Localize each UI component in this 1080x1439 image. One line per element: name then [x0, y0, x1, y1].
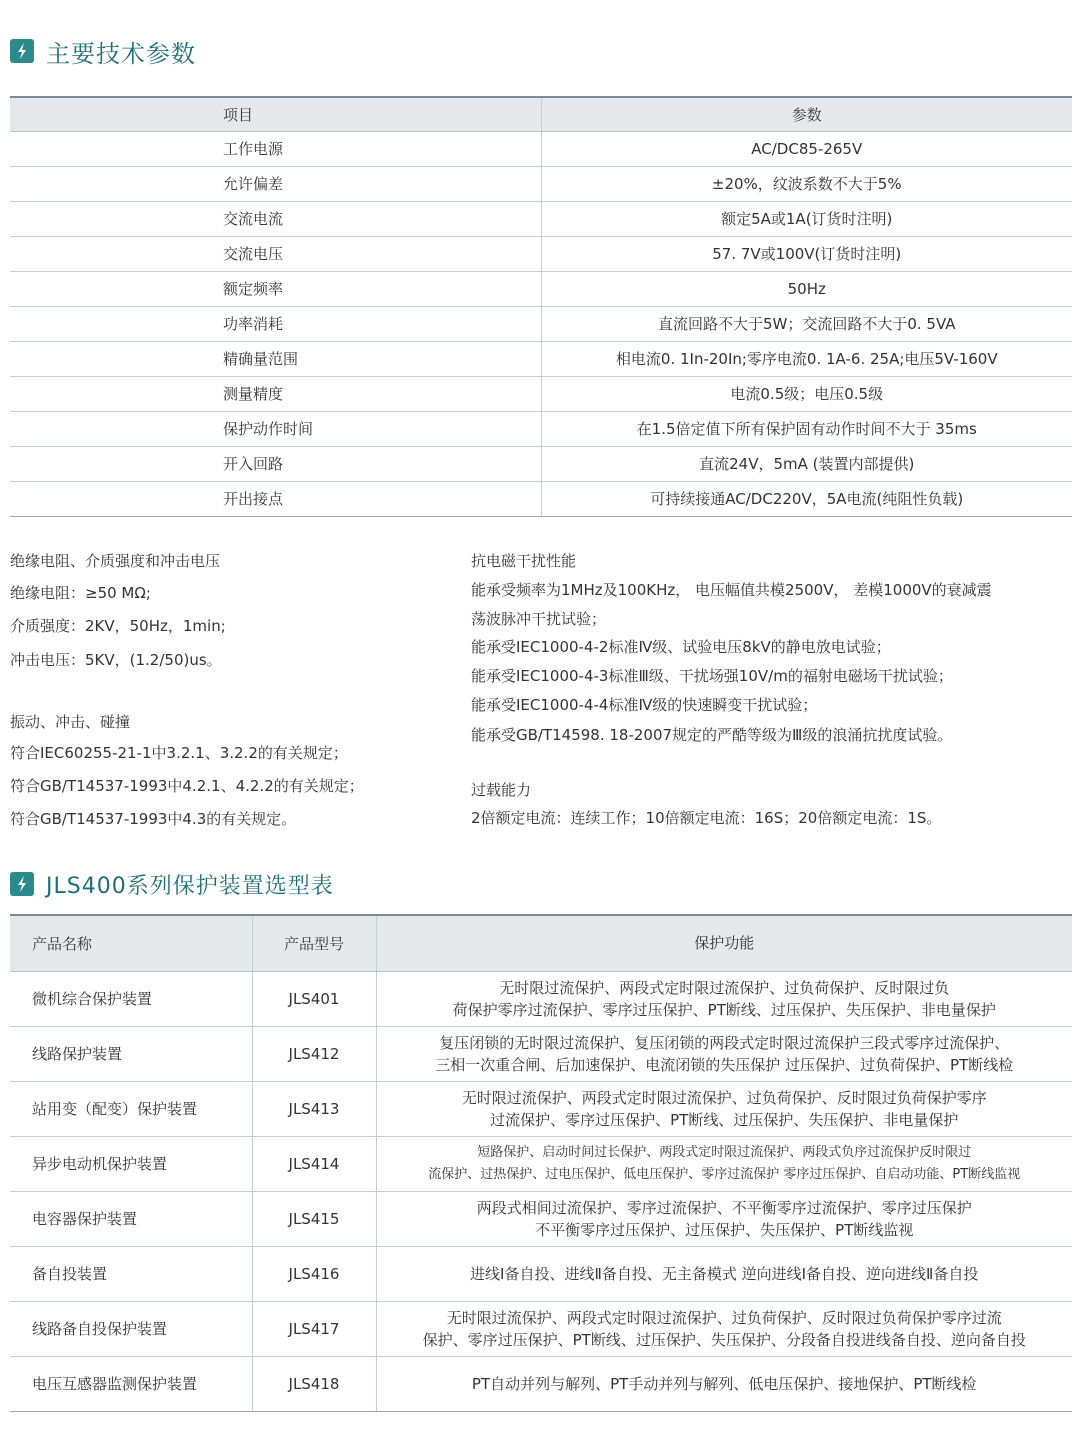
section-title-text: 主要技术参数	[46, 39, 196, 68]
model-row	[10, 971, 1072, 1026]
spec-item-value: 额定5A或1A(订货时注明)	[541, 201, 1072, 236]
model-header-function: 保护功能	[376, 915, 1072, 971]
function-line: 过流保护、零序过压保护、PT断线、过压保护、失压保护、非电量保护	[490, 1110, 959, 1129]
model-product-code: JLS418	[252, 1356, 376, 1411]
spec-item-label: 测量精度	[10, 376, 541, 411]
spec-item-label: 精确量范围	[10, 341, 541, 376]
right-text-column	[471, 550, 1071, 830]
spec-item-value: 在1.5倍定值下所有保护固有动作时间不大于 35ms	[541, 411, 1072, 446]
spec-row	[10, 166, 1072, 201]
section-title-specs	[10, 36, 196, 66]
text-heading-emc: 抗电磁干扰性能	[471, 552, 577, 570]
model-protection-functions	[376, 1136, 1072, 1191]
spec-table	[10, 96, 1072, 517]
spec-item-label: 额定频率	[10, 271, 541, 306]
model-product-code: JLS401	[252, 971, 376, 1026]
spec-item-label: 功率消耗	[10, 306, 541, 341]
bolt-icon	[10, 872, 34, 896]
model-product-name: 电压互感器监测保护装置	[10, 1356, 252, 1411]
function-line: 复压闭锁的无时限过流保护、复压闭锁的两段式定时限过流保护三段式零序过流保护、	[439, 1033, 1010, 1052]
spec-item-label: 开入回路	[10, 446, 541, 481]
model-protection-functions	[376, 1356, 1072, 1411]
section-title-models	[10, 869, 334, 899]
spec-row	[10, 236, 1072, 271]
spec-item-value: 电流0.5级；电压0.5级	[541, 376, 1072, 411]
model-product-name: 线路备自投保护装置	[10, 1301, 252, 1356]
spec-row	[10, 376, 1072, 411]
function-line: 流保护、过热保护、过电压保护、低电压保护、零序过流保护 零序过压保护、自启动功能、PT断线监视	[428, 1166, 1021, 1182]
model-row	[10, 1191, 1072, 1246]
text-heading-insulation: 绝缘电阻、介质强度和冲击电压	[10, 552, 221, 570]
model-protection-functions	[376, 1026, 1072, 1081]
spec-item-label: 允许偏差	[10, 166, 541, 201]
text-line: 能承受GB/T14598. 18-2007规定的严酷等级为Ⅲ级的浪涌抗扰度试验。	[471, 726, 953, 744]
spec-item-value: 可持续接通AC/DC220V，5A电流(纯阻性负载)	[541, 481, 1072, 516]
text-line: 绝缘电阻：≥50 MΩ;	[10, 584, 151, 602]
section-title-text: JLS400系列保护装置选型表	[46, 873, 334, 899]
spec-header-item: 项目	[10, 97, 541, 131]
model-product-code: JLS414	[252, 1136, 376, 1191]
spec-item-label: 开出接点	[10, 481, 541, 516]
text-line: 2倍额定电流：连续工作；10倍额定电流：16S；20倍额定电流：1S。	[471, 809, 942, 827]
spec-header-param: 参数	[541, 97, 1072, 131]
model-product-code: JLS412	[252, 1026, 376, 1081]
model-row	[10, 1301, 1072, 1356]
model-table	[10, 914, 1072, 1412]
function-line: 无时限过流保护、两段式定时限过流保护、过负荷保护、反时限过负荷保护零序过流	[446, 1308, 1002, 1327]
text-line: 能承受IEC1000-4-4标准Ⅳ级的快速瞬变干扰试验；	[471, 696, 818, 714]
model-product-code: JLS417	[252, 1301, 376, 1356]
model-row	[10, 1081, 1072, 1136]
text-line: 符合GB/T14537-1993中4.3的有关规定。	[10, 810, 297, 828]
text-line: 荡波脉冲干扰试验；	[471, 610, 607, 628]
function-line: 两段式相间过流保护、零序过流保护、不平衡零序过流保护、零序过压保护	[476, 1198, 972, 1217]
spec-item-value: ±20%，纹波系数不大于5%	[541, 166, 1072, 201]
spec-header-row	[10, 97, 1072, 131]
spec-item-value: 直流24V，5mA (装置内部提供)	[541, 446, 1072, 481]
spec-row	[10, 411, 1072, 446]
spec-item-value: 直流回路不大于5W；交流回路不大于0. 5VA	[541, 306, 1072, 341]
text-line: 符合IEC60255-21-1中3.2.1、3.2.2的有关规定；	[10, 744, 348, 762]
spec-row	[10, 446, 1072, 481]
model-product-name: 备自投装置	[10, 1246, 252, 1301]
model-protection-functions	[376, 1246, 1072, 1301]
text-heading-vibration: 振动、冲击、碰撞	[10, 713, 131, 731]
model-product-name: 线路保护装置	[10, 1026, 252, 1081]
spec-item-label: 交流电流	[10, 201, 541, 236]
model-protection-functions	[376, 1081, 1072, 1136]
spec-row	[10, 131, 1072, 166]
text-line: 能承受频率为1MHz及100KHz， 电压幅值共模2500V， 差模1000V的衰减震	[471, 581, 992, 599]
spec-row	[10, 341, 1072, 376]
model-product-name: 电容器保护装置	[10, 1191, 252, 1246]
spec-item-label: 交流电压	[10, 236, 541, 271]
function-line: 保护、零序过压保护、PT断线、过压保护、失压保护、分段备自投进线备自投、逆向备自投	[422, 1330, 1026, 1349]
function-line: 短路保护、启动时间过长保护、两段式定时限过流保护、两段式负序过流保护反时限过	[477, 1144, 972, 1160]
model-product-code: JLS413	[252, 1081, 376, 1136]
spec-item-value: AC/DC85-265V	[541, 131, 1072, 166]
model-row	[10, 1136, 1072, 1191]
spec-item-label: 保护动作时间	[10, 411, 541, 446]
text-line: 符合GB/T14537-1993中4.2.1、4.2.2的有关规定；	[10, 777, 364, 795]
model-protection-functions	[376, 971, 1072, 1026]
model-header-name: 产品名称	[10, 915, 252, 971]
spec-row	[10, 271, 1072, 306]
function-line: 不平衡零序过压保护、过压保护、失压保护、PT断线监视	[535, 1220, 914, 1239]
spec-item-value: 50Hz	[541, 271, 1072, 306]
bolt-icon	[10, 39, 34, 63]
text-line: 能承受IEC1000-4-2标准Ⅳ级、试验电压8kV的静电放电试验；	[471, 638, 891, 656]
spec-item-label: 工作电源	[10, 131, 541, 166]
model-row	[10, 1246, 1072, 1301]
text-heading-overload: 过载能力	[471, 781, 532, 799]
function-line: 三相一次重合闸、后加速保护、电流闭锁的失压保护 过压保护、过负荷保护、PT断线检	[435, 1055, 1014, 1074]
text-line: 冲击电压：5KV，(1.2/50)us。	[10, 651, 222, 669]
function-line: 无时限过流保护、两段式定时限过流保护、过负荷保护、反时限过负	[499, 978, 950, 997]
function-line: 进线Ⅰ备自投、进线Ⅱ备自投、无主备模式 逆向进线Ⅰ备自投、逆向进线Ⅱ备自投	[470, 1264, 979, 1283]
model-protection-functions	[376, 1191, 1072, 1246]
spec-row	[10, 481, 1072, 516]
text-line: 能承受IEC1000-4-3标准Ⅲ级、干扰场强10V/m的福射电磁场干扰试验；	[471, 667, 953, 685]
spec-item-value: 相电流0. 1In-20In;零序电流0. 1A-6. 25A;电压5V-160V	[541, 341, 1072, 376]
model-row	[10, 1356, 1072, 1411]
function-line: 无时限过流保护、两段式定时限过流保护、过负荷保护、反时限过负荷保护零序	[461, 1088, 987, 1107]
function-line: 荷保护零序过流保护、零序过压保护、PT断线、过压保护、失压保护、非电量保护	[452, 1000, 996, 1019]
spec-row	[10, 201, 1072, 236]
spec-item-value: 57. 7V或100V(订货时注明)	[541, 236, 1072, 271]
model-product-code: JLS416	[252, 1246, 376, 1301]
text-line: 介质强度：2KV，50Hz，1min;	[10, 617, 226, 635]
model-protection-functions	[376, 1301, 1072, 1356]
model-product-name: 异步电动机保护装置	[10, 1136, 252, 1191]
model-header-row	[10, 915, 1072, 971]
left-text-column	[10, 550, 450, 840]
model-product-name: 微机综合保护装置	[10, 971, 252, 1026]
spec-row	[10, 306, 1072, 341]
model-product-code: JLS415	[252, 1191, 376, 1246]
function-line: PT自动并列与解列、PT手动并列与解列、低电压保护、接地保护、PT断线检	[471, 1374, 977, 1393]
model-header-model: 产品型号	[252, 915, 376, 971]
model-product-name: 站用变（配变）保护装置	[10, 1081, 252, 1136]
model-row	[10, 1026, 1072, 1081]
